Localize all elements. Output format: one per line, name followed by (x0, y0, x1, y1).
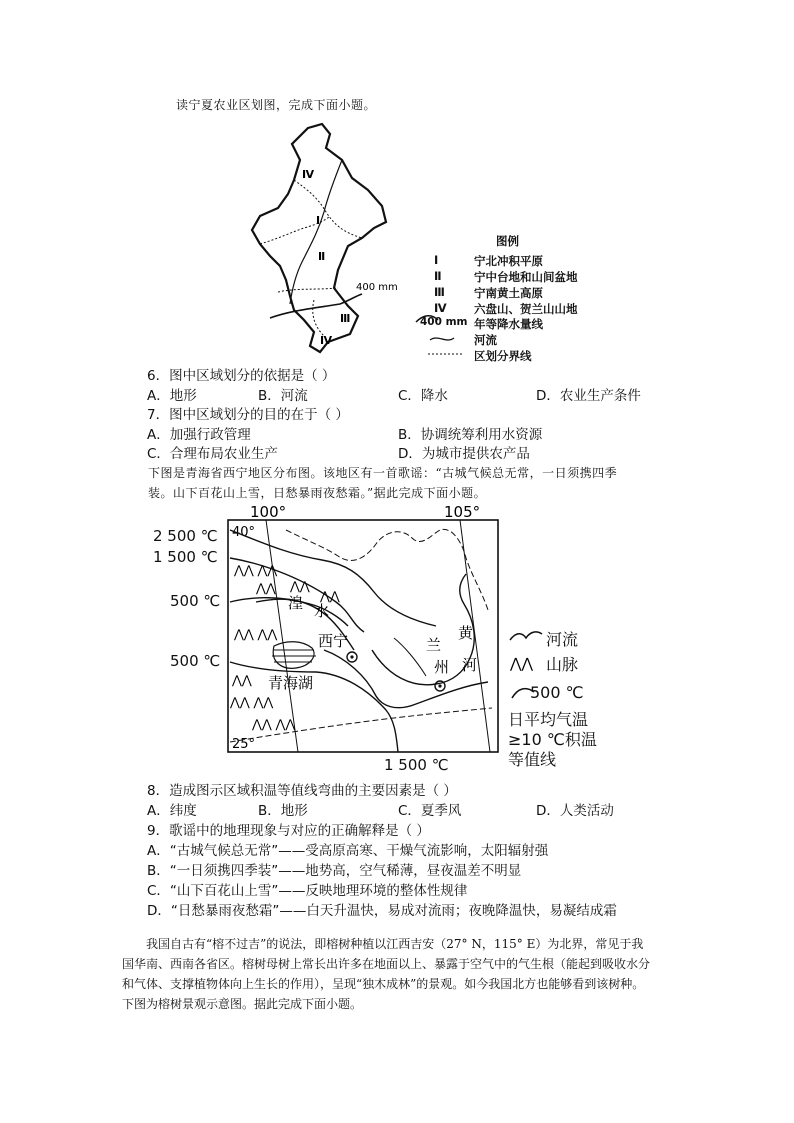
region-label-iv-south: Ⅳ (320, 334, 333, 347)
division-line-4 (313, 300, 324, 336)
region-label-ii: Ⅱ (318, 250, 326, 263)
border-dashed (286, 529, 488, 610)
map2-legend-iso-value: 500 ℃ (530, 683, 584, 702)
question-7-option-a[interactable]: A．加强行政管理 (147, 427, 251, 443)
map2-legend-iso-line3: 等值线 (508, 750, 557, 769)
map2-legend-mountain: 山脉 (546, 655, 579, 674)
map2-legend-iso-line1: 日平均气温 (508, 710, 589, 729)
lon-label-100: 100° (250, 503, 287, 521)
river-branch (394, 638, 426, 676)
question-7-option-d[interactable]: D．为城市提供农产品 (398, 446, 530, 462)
legend-text-boundary: 区划分界线 (474, 349, 532, 363)
legend-text-iv: 六盘山、贺兰山山地 (474, 302, 578, 316)
legend-text-ii: 宁中台地和山间盆地 (474, 270, 578, 284)
question-9-stem: 9．歌谣中的地理现象与对应的正确解释是（ ） (147, 823, 430, 839)
mountain-icon-4: ⋀⋀ (320, 589, 340, 603)
legend-river-icon (510, 632, 542, 640)
isotherm-label-1500-west: 1 500 ℃ (153, 548, 218, 566)
mountain-icon-3: ⋀⋀ (256, 581, 276, 595)
label-qinghaihu: 青海湖 (268, 674, 314, 692)
region-label-iii: Ⅲ (340, 312, 351, 325)
legend-title: 图例 (496, 234, 519, 248)
isotherm-label-500-west-2: 500 ℃ (170, 652, 221, 670)
legend-symbol-isohyet: 400 mm (420, 316, 468, 328)
question-8-option-c[interactable]: C．夏季风 (398, 803, 462, 819)
question-6-stem: 6．图中区域划分的依据是（ ） (147, 368, 336, 384)
lon-label-105: 105° (444, 503, 481, 521)
label-huangshui-1: 湟 (288, 594, 304, 612)
map2-legend-iso-line2: ≥10 ℃积温 (508, 730, 597, 749)
legend-text-river: 河流 (474, 333, 497, 347)
legend-symbol-i: Ⅰ (434, 253, 439, 267)
question-9-option-c[interactable]: C．“山下百花山上雪”——反映地理环境的整体性规律 (147, 883, 468, 899)
xining-city-dot (350, 655, 353, 658)
mountain-icon-2: ⋀⋀ (290, 579, 310, 593)
legend-text-isohyet: 年等降水量线 (474, 317, 543, 331)
question-8-option-b[interactable]: B．地形 (258, 803, 308, 819)
question-7-option-b[interactable]: B．协调统筹利用水资源 (398, 427, 543, 443)
question-8-option-a[interactable]: A．纬度 (147, 803, 197, 819)
legend-text-iii: 宁南黄土高原 (474, 286, 543, 300)
question-6-option-a[interactable]: A．地形 (147, 388, 197, 404)
mountain-icon-5: ⋀⋀ ⋀⋀ (234, 627, 278, 641)
isotherm-label-2500: 2 500 ℃ (153, 527, 218, 545)
division-line-3 (278, 288, 338, 292)
legend-river-symbol (430, 338, 454, 340)
ningxia-map (230, 120, 410, 360)
division-line-1 (294, 180, 362, 238)
mountain-icon-1: ⋀⋀ ⋀⋀ (234, 563, 278, 577)
intro-banyan: 我国自古有“榕不过吉”的说法，即榕树种植以江西吉安（27° N，115° E）为北界，常见于我国华南、西南各省区。榕树母树上常长出许多在地面以上、暴露于空气中的气生根（能起到吸收水分和气体、支撑植物体向上生长的作用），呈现“独木成林”的景观。如今我国北方也能够看到该树种。下图为榕树景观示意图。据此完成下面小题。 (122, 937, 651, 1011)
label-huangshui-2: 水 (314, 602, 330, 620)
qinghai-lake (273, 642, 314, 669)
region-label-i: Ⅰ (316, 214, 321, 227)
isotherm-label-1500-south: 1 500 ℃ (384, 756, 449, 774)
intro-xining-line2: 装。山下百花山上雪，日愁暴雨夜愁霜。”据此完成下面小题。 (148, 486, 487, 500)
lat-label-40: 40° (232, 525, 256, 540)
label-lanzhou-2: 州 (434, 658, 450, 676)
label-xining: 西宁 (318, 632, 349, 650)
lat-label-25: 25° (232, 737, 256, 752)
region-label-iv-north: Ⅳ (302, 168, 315, 181)
legend-symbol-iii: Ⅲ (434, 285, 445, 299)
question-7-stem: 7．图中区域划分的目的在于（ ） (147, 407, 349, 423)
intro-ningxia: 读宁夏农业区划图，完成下面小题。 (176, 98, 377, 112)
label-huanghe-1: 黄 (458, 624, 474, 642)
question-8-option-d[interactable]: D．人类活动 (536, 803, 614, 819)
label-lanzhou-1: 兰 (426, 636, 442, 654)
isohyet-label: 400 mm (356, 282, 398, 293)
question-8-stem: 8．造成图示区域积温等值线弯曲的主要因素是（ ） (147, 783, 457, 799)
lanzhou-city-dot (438, 684, 441, 687)
question-9-option-d[interactable]: D．“日愁暴雨夜愁霜”——白天升温快，易成对流雨；夜晚降温快，易凝结成霜 (147, 903, 617, 919)
legend-mountain-icon: ⋀⋀ (510, 656, 533, 672)
legend-text-i: 宁北冲积平原 (474, 254, 543, 268)
isotherm-2500 (230, 530, 436, 626)
intro-xining-line1: 下图是青海省西宁地区分布图。该地区有一首歌谣：“古城气候总无常，一日须携四季 (148, 466, 618, 480)
question-6-option-b[interactable]: B．河流 (258, 388, 308, 404)
question-9-option-a[interactable]: A．“古城气候总无常”——受高原高寒、干燥气流影响，太阳辐射强 (147, 843, 549, 859)
question-6-option-d[interactable]: D．农业生产条件 (536, 388, 641, 404)
map2-legend-river: 河流 (546, 630, 579, 649)
question-7-option-c[interactable]: C．合理布局农业生产 (147, 446, 278, 462)
legend-symbol-ii: Ⅱ (434, 269, 442, 283)
xining-map (226, 500, 502, 756)
isotherm-label-500-west-1: 500 ℃ (170, 592, 221, 610)
mountain-icon-8: ⋀⋀ ⋀⋀ (252, 717, 296, 731)
question-6-option-c[interactable]: C．降水 (398, 388, 448, 404)
legend-symbol-iv: Ⅳ (434, 301, 447, 315)
mountain-icon-7: ⋀⋀ ⋀⋀ (230, 695, 274, 709)
question-9-option-b[interactable]: B．“一日须携四季装”——地势高，空气稀薄，昼夜温差不明显 (147, 863, 522, 879)
label-huanghe-2: 河 (462, 656, 478, 674)
mountain-icon-6: ⋀⋀ (232, 673, 252, 687)
